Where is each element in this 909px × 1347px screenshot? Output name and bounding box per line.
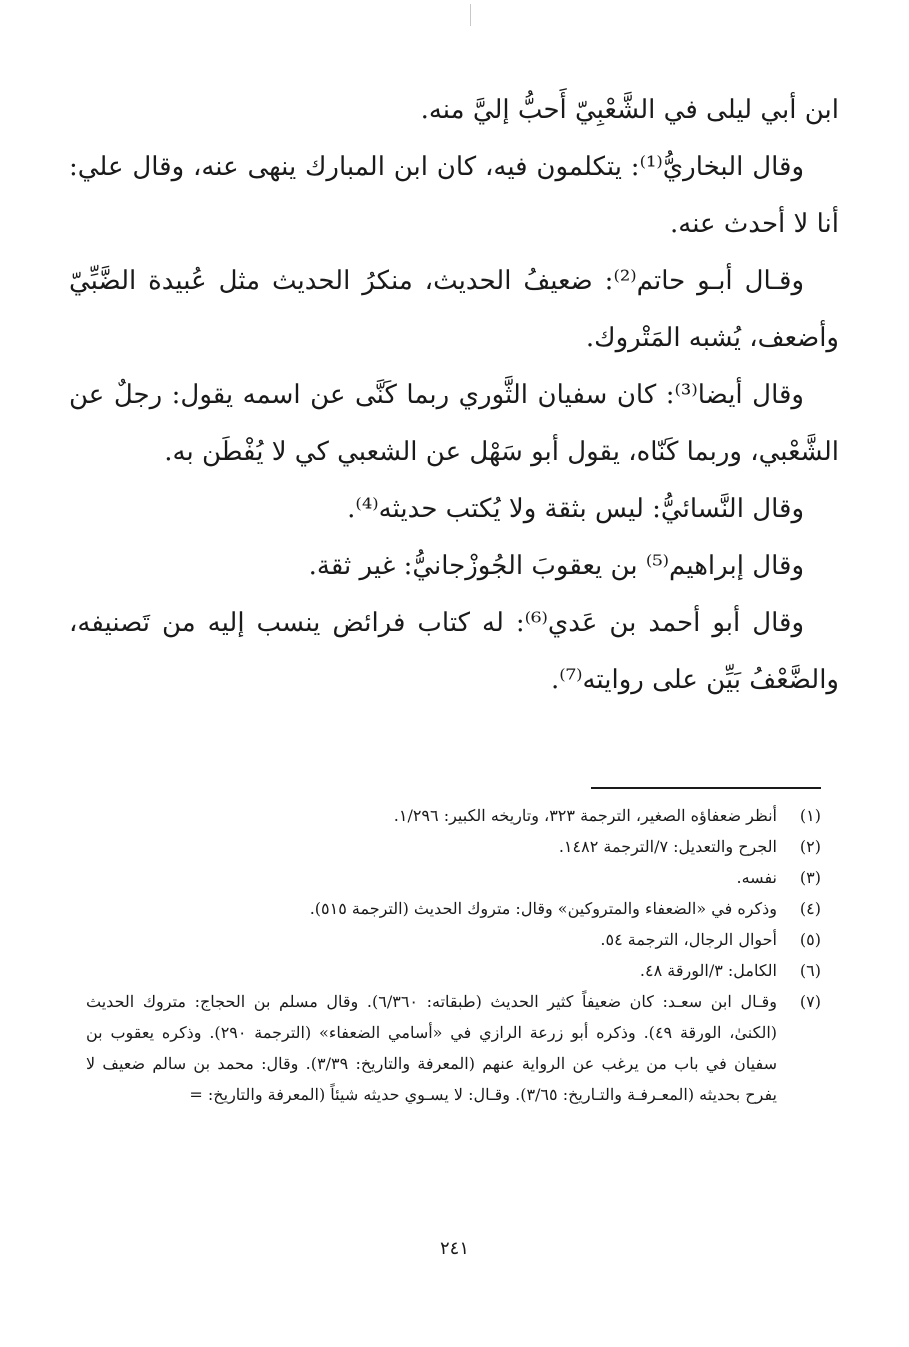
footnote-text: نفسه. [736,868,777,887]
footnote-6 [86,955,821,986]
main-text [69,82,839,709]
paragraph-2: وقال البخاريُّ⁽¹⁾: يتكلمون فيه، كان ابن المبارك ينهى عنه، وقال علي: أنا لا أحدث عنه. [69,152,839,239]
footnote-number: (٧) [799,992,821,1011]
footnote-number: (٤) [799,899,821,918]
footnote-1 [86,800,821,831]
paragraph-1: ابن أبي ليلى في الشَّعْبِيّ أَحبُّ إليَّ منه. [420,95,839,125]
paragraph-7: وقال أبو أحمد بن عَدي⁽⁶⁾: له كتاب فرائض ينسب إليه من تَصنيفه، والضَّعْفُ بَيِّن على روايته⁽⁷⁾. [69,608,839,695]
page-number: ٢٤١ [439,1238,469,1259]
footnote-number: (٦) [799,961,821,980]
footnote-4 [86,893,821,924]
footnote-text: الكامل: ٣/الورقة ٤٨. [639,961,777,980]
footnote-text: أنظر ضعفاؤه الصغير، الترجمة ٣٢٣، وتاريخه الكبير: ١/٢٩٦. [393,806,777,825]
footnote-text: وذكره في «الضعفاء والمتروكين» وقال: متروك الحديث (الترجمة ٥١٥). [309,899,777,918]
footnote-3 [86,862,821,893]
footnote-number: (٢) [799,837,821,856]
scan-mark [470,4,471,26]
paragraph-3: وقـال أبـو حاتم⁽²⁾: ضعيفُ الحديث، منكرُ الحديث مثل عُبيدة الضَّبِّيّ وأضعف، يُشبه المَتْروك. [69,266,839,353]
paragraph-4: وقال أيضا⁽³⁾: كان سفيان الثَّوري ربما كَنَّى عن اسمه يقول: رجلٌ عن الشَّعْبي، وربما كَنّاه، يقول أبو سَهْل عن الشعبي كي لا يُفْطَن به. [69,380,839,467]
footnote-divider [591,787,821,789]
footnotes [86,800,821,1110]
footnote-text: الجرح والتعديل: ٧/الترجمة ١٤٨٢. [558,837,777,856]
footnote-text: وقـال ابن سعـد: كان ضعيفاً كثير الحديث (طبقاته: ٦/٣٦٠). وقال مسلم بن الحجاج: متروك الحديث (الكنىٰ، الورقة ٤٩). وذكره أبو زرعة الرازي في «أسامي الضعفاء» (الترجمة ٢٩٠). وذكره يعقوب بن سفيان في باب من يرغب عن الرواية عنهم (المعرفة والتاريخ: ٣/٣٩). وقال: محمد بن سالم ضعيف لا يفرح بحديثه (المعـرفـة والتـاريخ: ٣/٦٥). وقـال: لا يسـوي حديثه شيئاً (المعرفة والتاريخ: = [86,992,778,1104]
footnote-5 [86,924,821,955]
footnote-7 [86,986,821,1110]
footnote-text: أحوال الرجال، الترجمة ٥٤. [600,930,777,949]
footnote-number: (٥) [799,930,821,949]
footnote-2 [86,831,821,862]
paragraph-6: وقال إبراهيم⁽⁵⁾ بن يعقوبَ الجُوزْجانيُّ: غير ثقة. [308,551,804,581]
footnote-number: (٣) [799,868,821,887]
paragraph-5: وقال النَّسائيُّ: ليس بثقة ولا يُكتب حديثه⁽⁴⁾. [347,494,804,524]
footnote-number: (١) [799,806,821,825]
